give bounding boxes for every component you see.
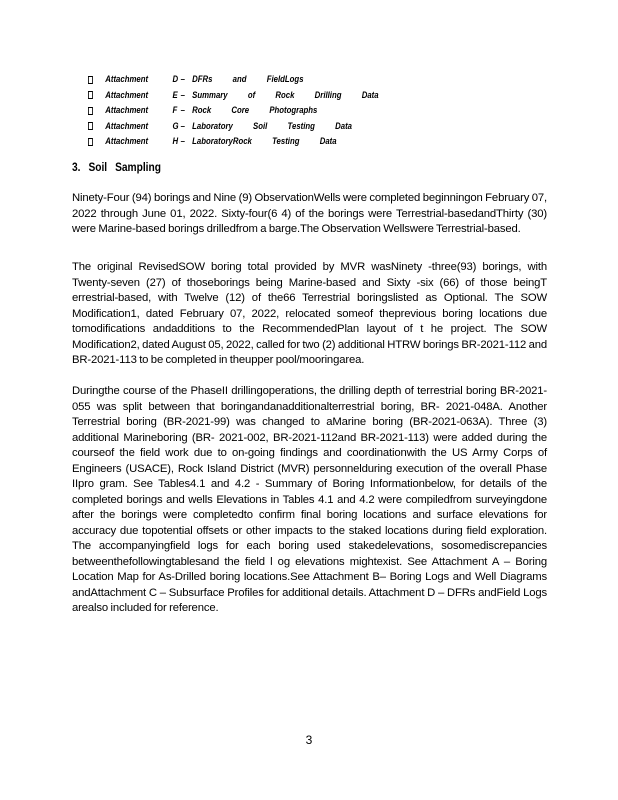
paragraph-drilling-operations: Duringthe course of the PhaseII drillingoperations, the drilling depth of terrestrial boring BR-2021-055 was split between that boringandanadditionalterrestrial boring, BR- 2021-048A. Another Terrestrial boring (BR-2021-99) was changed to aMarine boring (BR-2021-063A). Three (3) additional Marineboring (BR- 2021-002, BR-2021-112and BR-2021-113) were added during the courseof the field work due to on-going findings and coordinationwith the US Army Corps of Engineers (USACE), Rock Island District (MVR) personnelduring execution of the overall Phase IIpro gram. See Tables4.1 and 4.2 - Summary of Boring Informationbelow, for details of the completed borings and wells Elevations in Tables 4.1 and 4.2 were compiledfrom surveyingdone after the borings were completedto confirm final boring locations and surface elevations for accuracy due topotential offsets or other impacts to the staked locations during field exploration. The accompanyingfield logs for each boring used stakedelevations, sosomediscrepancies betweenthefollowingtablesand the field l og elevations mightexist. See Attachment A – Boring Location Map for As-Drilled boring locations.See Attachment B– Boring Logs and Well Diagrams andAttachment C – Subsurface Profiles for additional details. Attachment D – DFRs andField Logs arealso included for reference. — [72, 385, 547, 614]
attachment-word: Attachment — [105, 74, 149, 86]
bullet-icon — [88, 76, 93, 84]
attachment-item-d — [88, 72, 465, 88]
attachment-list — [88, 72, 548, 150]
attachment-dash: – — [180, 120, 186, 132]
paragraph-borings-completed: Ninety-Four (94) borings and Nine (9) ObservationWells were completed beginningon February 07, 2022 through June 01, 2022. Sixty-four(6 4) of the borings were Terrestrial-basedandThirty (30) were Marine-based borings drilledfrom a barge.The Observation Wellswere Terrestrial-based. — [72, 192, 547, 235]
page-number: 3 — [305, 733, 313, 747]
attachment-dash: – — [180, 74, 186, 86]
attachment-dash: – — [180, 136, 186, 148]
attachment-letter: E — [172, 89, 178, 101]
attachment-word: Attachment — [105, 89, 149, 101]
attachment-item-e — [88, 88, 465, 104]
bullet-icon — [88, 91, 93, 99]
attachment-item-h — [88, 134, 465, 150]
attachment-letter: D — [172, 74, 179, 86]
attachment-item-g — [88, 119, 465, 135]
attachment-description: DFRs and FieldLogs — [192, 74, 304, 86]
attachment-description: Summary of Rock Drilling Data — [192, 89, 379, 101]
attachment-letter: G — [172, 120, 179, 132]
bullet-icon — [88, 107, 93, 115]
attachment-dash: – — [180, 105, 186, 117]
attachment-word: Attachment — [105, 120, 149, 132]
attachment-description: LaboratoryRock Testing Data — [192, 136, 337, 148]
attachment-dash: – — [180, 89, 186, 101]
attachment-letter: F — [172, 105, 178, 117]
attachment-description: Rock Core Photographs — [192, 105, 318, 117]
attachment-item-f — [88, 103, 465, 119]
attachment-letter: H — [172, 136, 179, 148]
section-heading: 3. Soil Sampling — [72, 160, 161, 174]
bullet-icon — [88, 122, 93, 130]
paragraph-sow-modifications: The original RevisedSOW boring total provided by MVR wasNinety -three(93) borings, with Twenty-seven (27) of thoseborings being Marine-based and Sixty -six (66) of those beingT errestrial-based, with Twelve (12) of the66 Terrestrial boringslisted as Optional. The SOW Modification1, dated February 07, 2022, relocated someof theprevious boring locations due tomodifications andadditions to the RecommendedPlan layout of t he project. The SOW Modification2, dated August 05, 2022, called for two (2) additional HTRW borings BR-2021-112 and BR-2021-113 to be completed in theupper pool/mooringarea. — [72, 261, 547, 366]
bullet-icon — [88, 138, 93, 146]
attachment-word: Attachment — [105, 105, 149, 117]
attachment-word: Attachment — [105, 136, 149, 148]
attachment-description: Laboratory Soil Testing Data — [192, 120, 353, 132]
